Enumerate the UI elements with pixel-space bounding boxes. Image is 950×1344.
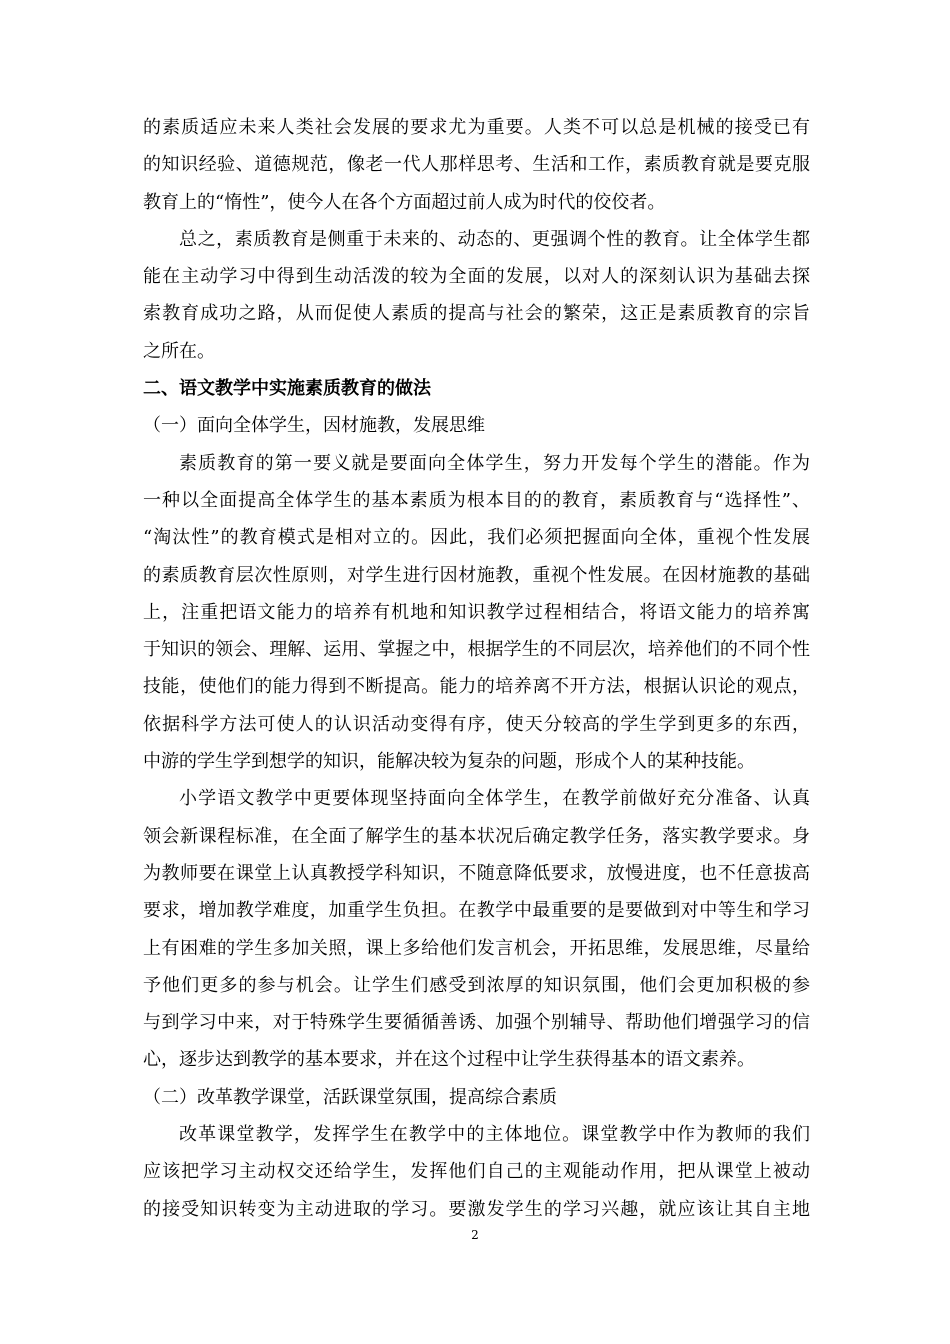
- text-line: 的知识经验、道德规范，像老一代人那样思考、生活和工作，素质教育就是要克服: [143, 154, 810, 176]
- text-line: 一种以全面提高全体学生的基本素质为根本目的的教育，素质教育与“选择性”、: [143, 489, 810, 511]
- text-line: 的接受知识转变为主动进取的学习。要激发学生的学习兴趣，就应该让其自主地: [143, 1198, 810, 1220]
- text-line: 之所在。: [143, 340, 215, 362]
- text-line: 于知识的领会、理解、运用、掌握之中，根据学生的不同层次，培养他们的不同个性: [143, 639, 810, 661]
- text-line: 依据科学方法可使人的认识活动变得有序，使天分较高的学生学到更多的东西，: [143, 713, 810, 735]
- text-line: （二）改革教学课堂，活跃课堂氛围，提高综合素质: [143, 1086, 557, 1108]
- text-line: 技能，使他们的能力得到不断提高。能力的培养离不开方法，根据认识论的观点，: [143, 676, 810, 698]
- text-line: 应该把学习主动权交还给学生，发挥他们自己的主观能动作用，把从课堂上被动: [143, 1161, 810, 1183]
- page-number: 2: [471, 1228, 479, 1242]
- body-text: [143, 109, 810, 1228]
- text-line: （一）面向全体学生，因材施教，发展思维: [143, 415, 485, 437]
- text-line: 中游的学生学到想学的知识，能解决较为复杂的问题，形成个人的某种技能。: [143, 751, 755, 773]
- section-heading: 二、语文教学中实施素质教育的做法: [143, 378, 431, 400]
- text-line: 与到学习中来，对于特殊学生要循循善诱、加强个别辅导、帮助他们增强学习的信: [143, 1012, 810, 1034]
- text-line: 的素质适应未来人类社会发展的要求尤为重要。人类不可以总是机械的接受已有: [143, 117, 810, 138]
- text-line: 上，注重把语文能力的培养有机地和知识教学过程相结合，将语文能力的培养寓: [143, 601, 810, 623]
- text-line: 予他们更多的参与机会。让学生们感受到浓厚的知识氛围，他们会更加积极的参: [143, 974, 810, 996]
- text-line: 为教师要在课堂上认真教授学科知识，不随意降低要求，放慢进度，也不任意拔高: [143, 862, 810, 884]
- text-line: 索教育成功之路，从而促使人素质的提高与社会的繁荣，这正是素质教育的宗旨: [143, 303, 810, 325]
- text-line: 的素质教育层次性原则，对学生进行因材施教，重视个性发展。在因材施教的基础: [143, 564, 810, 586]
- text-line: 上有困难的学生多加关照，课上多给他们发言机会，开拓思维，发展思维，尽量给: [143, 937, 810, 959]
- text-line: “淘汰性”的教育模式是相对立的。因此，我们必须把握面向全体，重视个性发展: [143, 527, 810, 549]
- text-line: 要求，增加教学难度，加重学生负担。在教学中最重要的是要做到对中等生和学习: [143, 900, 810, 922]
- text-line: 领会新课程标准，在全面了解学生的基本状况后确定教学任务，落实教学要求。身: [143, 825, 810, 847]
- text-line: 改革课堂教学，发挥学生在教学中的主体地位。课堂教学中作为教师的我们: [179, 1124, 810, 1146]
- text-line: 能在主动学习中得到生动活泼的较为全面的发展，以对人的深刻认识为基础去探: [143, 266, 810, 288]
- text-line: 小学语文教学中更要体现坚持面向全体学生，在教学前做好充分准备、认真: [179, 788, 810, 810]
- text-line: 总之，素质教育是侧重于未来的、动态的、更强调个性的教育。让全体学生都: [179, 228, 810, 250]
- text-line: 教育上的“惰性”，使今人在各个方面超过前人成为时代的佼佼者。: [143, 191, 666, 213]
- text-line: 素质教育的第一要义就是要面向全体学生，努力开发每个学生的潜能。作为: [179, 452, 810, 474]
- text-line: 心，逐步达到教学的基本要求，并在这个过程中让学生获得基本的语文素养。: [143, 1049, 755, 1071]
